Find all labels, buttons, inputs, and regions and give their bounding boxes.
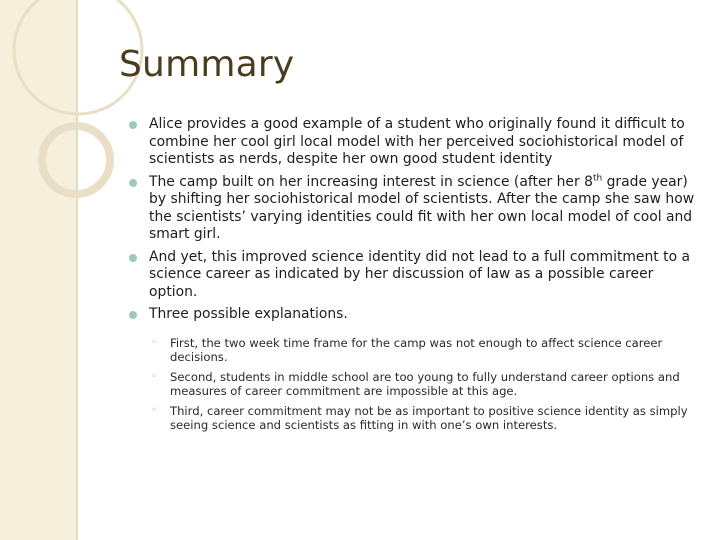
bullet-dot-icon [129,121,137,129]
sub-bullet-item [149,404,698,433]
bullet-text: And yet, this improved science identity did not lead to a full commitment to a science career as indicated by her discussion of law as a possible career option. [149,248,691,300]
bullet-item [128,249,698,302]
sub-bullet-item [149,336,698,365]
bullet-text-part: grade year) by shifting her sociohistorical model of scientists. After the camp she saw how the scientists’ varying identities could fit with her own local model of cool and smart girl. [149,173,695,242]
bullet-dot-icon [129,254,137,262]
sub-bullet-item [149,370,698,399]
bullet-item [128,306,698,324]
ring-bullet-icon: ◦ [151,404,157,416]
ring-bullet-icon: ◦ [151,336,157,348]
bullet-text: Three possible explanations. [149,306,348,322]
left-decorative-band [0,0,78,540]
sub-bullet-text: Third, career commitment may not be as important to positive science identity as simply seeing science and scientists as fitting in with one’s own interests. [170,403,688,432]
slide-content [128,116,698,438]
bullet-text-part: The camp built on her increasing interest in science (after her 8 [149,173,593,190]
sub-bullet-text: First, the two week time frame for the camp was not enough to affect science career decisions. [170,335,663,364]
sub-bullet-text: Second, students in middle school are too young to fully understand career options and measures of career commitment are impossible at this age. [170,369,680,398]
bullet-item [128,174,698,244]
bullet-dot-icon [129,179,137,187]
bullet-dot-icon [129,311,137,319]
bullet-text: Alice provides a good example of a student who originally found it difficult to combine her cool girl local model with her perceived sociohistorical model of scientists as nerds, despite her own good student identity [149,116,685,167]
bullet-text [149,174,694,243]
sub-bullet-list [128,336,698,433]
bullet-item [128,116,698,169]
ring-bullet-icon: ◦ [151,370,157,382]
ordinal-superscript: th [592,172,603,183]
slide-title: Summary [119,44,295,85]
